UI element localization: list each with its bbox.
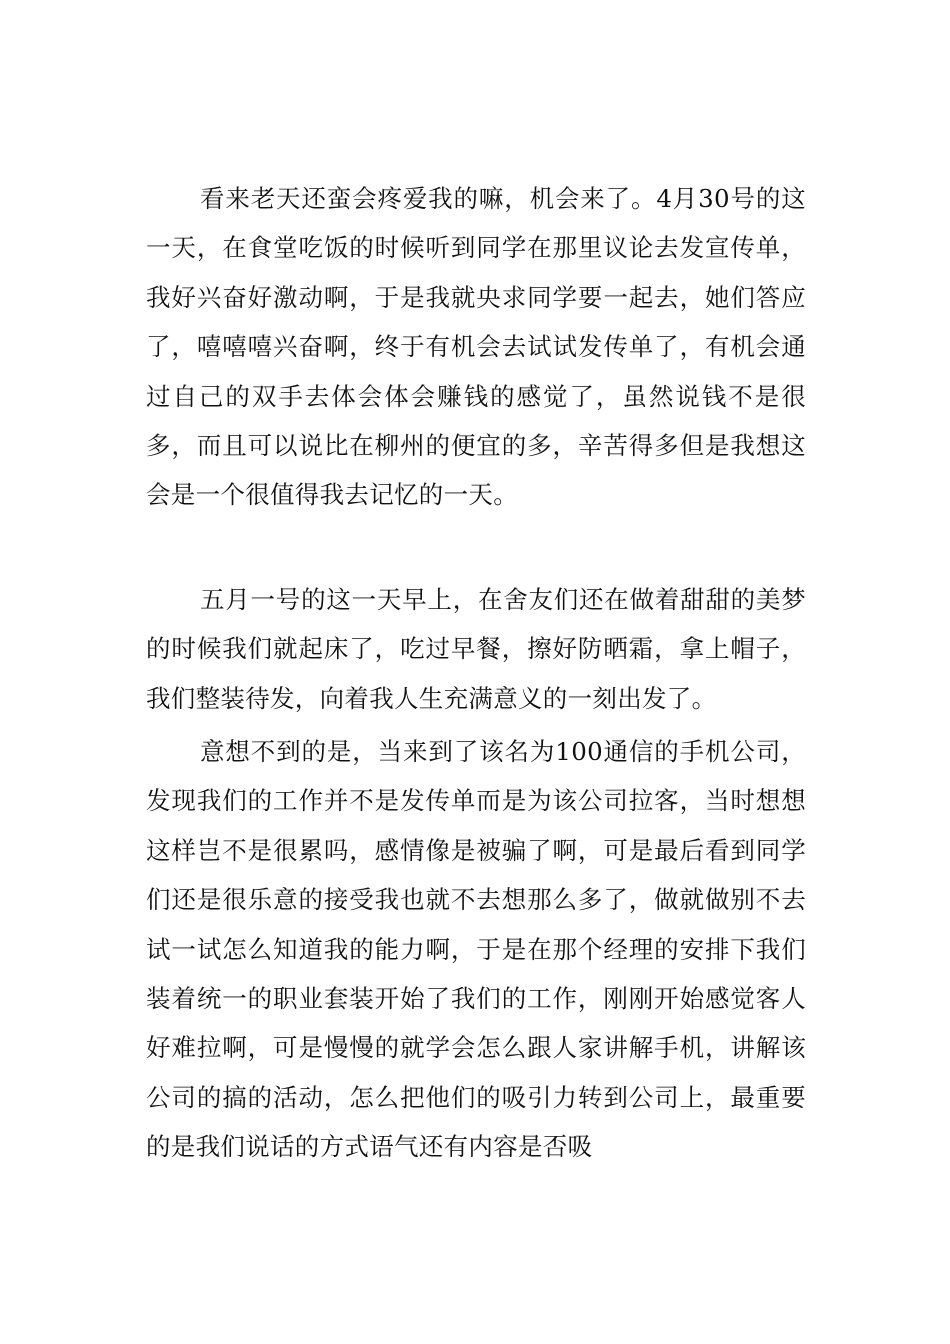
paragraph-3: 意想不到的是，当来到了该名为100通信的手机公司，发现我们的工作并不是发传单而是为该公司拉客，当时想想这样岂不是很累吗，感情像是被骗了啊，可是最后看到同学们还是很乐意的接受我也就不去想那么多了，做就做别不去试一试怎么知道我的能力啊，于是在那个经理的安排下我们装着统一的职业套装开始了我们的工作，刚刚开始感觉客人好难拉啊，可是慢慢的就学会怎么跟人家讲解手机，讲解该公司的搞的活动，怎么把他们的吸引力转到公司上，最重要的是我们说话的方式语气还有内容是否吸 bbox=[146, 737, 806, 1162]
paragraph-1: 看来老天还蛮会疼爱我的嘛，机会来了。4月30号的这一天，在食堂吃饭的时候听到同学在那里议论去发宣传单，我好兴奋好激动啊，于是我就央求同学要一起去，她们答应了，嘻嘻嘻兴奋啊，终于有机会去试试发传单了，有机会通过自己的双手去体会体会赚钱的感觉了，虽然说钱不是很多，而且可以说比在柳州的便宜的多，辛苦得多但是我想这会是一个很值得我去记忆的一天。 bbox=[146, 184, 806, 510]
paragraph-2: 五月一号的这一天早上，在舍友们还在做着甜甜的美梦的时候我们就起床了，吃过早餐，擦好防晒霜，拿上帽子，我们整装待发，向着我人生充满意义的一刻出发了。 bbox=[146, 585, 806, 713]
